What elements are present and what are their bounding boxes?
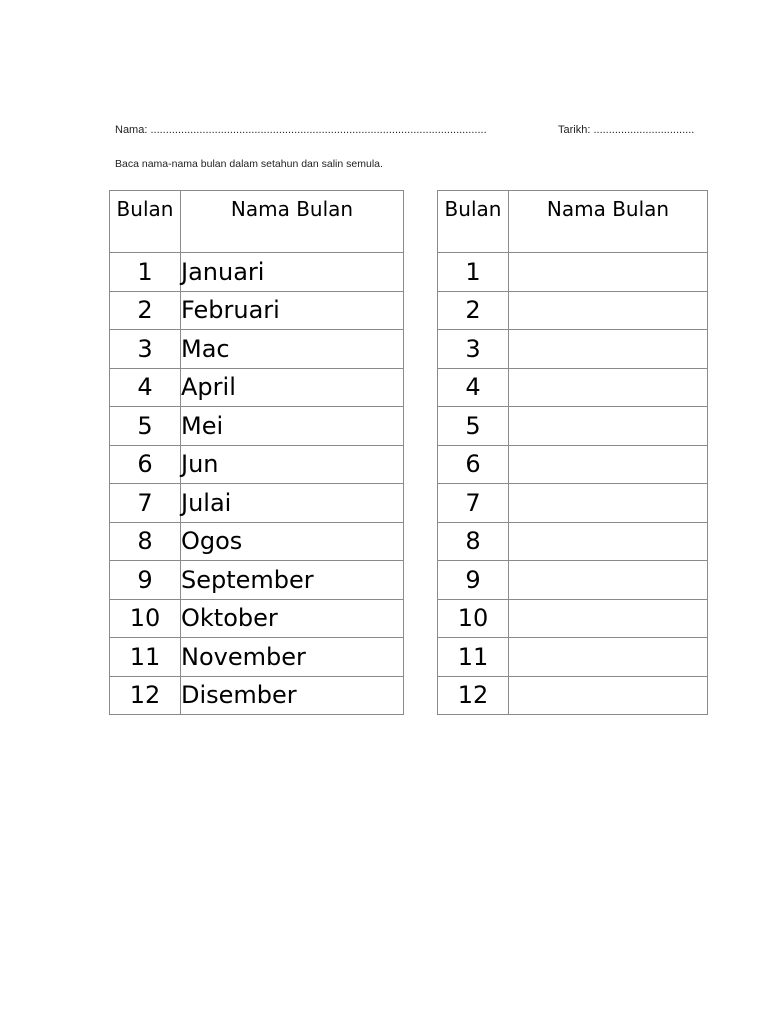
month-number: 6: [110, 445, 181, 484]
month-number: 5: [438, 407, 509, 446]
month-number: 6: [438, 445, 509, 484]
month-number: 1: [110, 253, 181, 292]
month-name: Mac: [181, 330, 404, 369]
table-row: [110, 291, 404, 330]
table-row: [110, 407, 404, 446]
month-number: 12: [438, 676, 509, 715]
month-name: Julai: [181, 484, 404, 523]
blank-answer-cell[interactable]: [509, 676, 708, 715]
table-row: [110, 368, 404, 407]
table-row: [438, 561, 708, 600]
table-row: [438, 676, 708, 715]
column-header-nama-bulan: Nama Bulan: [509, 191, 708, 253]
month-number: 5: [110, 407, 181, 446]
blank-answer-cell[interactable]: [509, 253, 708, 292]
blank-answer-cell[interactable]: [509, 330, 708, 369]
table-header-row: [110, 191, 404, 253]
table-row: [110, 484, 404, 523]
table-row: [438, 522, 708, 561]
instruction-text: Baca nama-nama bulan dalam setahun dan salin semula.: [115, 158, 383, 170]
date-field-label: Tarikh: .................................: [558, 124, 695, 136]
month-number: 12: [110, 676, 181, 715]
blank-answer-cell[interactable]: [509, 522, 708, 561]
table-row: [110, 599, 404, 638]
table-row: [110, 561, 404, 600]
table-row: [438, 445, 708, 484]
table-row: [110, 253, 404, 292]
table-row: [438, 407, 708, 446]
month-number: 2: [438, 291, 509, 330]
column-header-nama-bulan: Nama Bulan: [181, 191, 404, 253]
table-row: [110, 522, 404, 561]
blank-answer-cell[interactable]: [509, 445, 708, 484]
table-row: [110, 445, 404, 484]
blank-answer-cell[interactable]: [509, 368, 708, 407]
month-name: Oktober: [181, 599, 404, 638]
blank-answer-cell[interactable]: [509, 291, 708, 330]
month-number: 8: [110, 522, 181, 561]
month-number: 11: [110, 638, 181, 677]
table-row: [438, 253, 708, 292]
month-name: Jun: [181, 445, 404, 484]
month-number: 9: [438, 561, 509, 600]
month-number: 2: [110, 291, 181, 330]
month-name: April: [181, 368, 404, 407]
table-header-row: [438, 191, 708, 253]
month-number: 4: [110, 368, 181, 407]
table-row: [438, 638, 708, 677]
month-number: 1: [438, 253, 509, 292]
month-number: 11: [438, 638, 509, 677]
table-row: [110, 676, 404, 715]
table-row: [438, 330, 708, 369]
month-number: 10: [438, 599, 509, 638]
month-number: 10: [110, 599, 181, 638]
month-number: 9: [110, 561, 181, 600]
month-practice-table: [437, 190, 708, 715]
month-number: 7: [438, 484, 509, 523]
month-number: 3: [110, 330, 181, 369]
table-row: [438, 599, 708, 638]
month-name: September: [181, 561, 404, 600]
name-field-label: Nama: ..............................................................................................................: [115, 124, 487, 136]
month-reference-table: [109, 190, 404, 715]
month-number: 7: [110, 484, 181, 523]
table-row: [438, 368, 708, 407]
column-header-bulan: Bulan: [438, 191, 509, 253]
month-number: 4: [438, 368, 509, 407]
table-row: [110, 330, 404, 369]
month-name: Disember: [181, 676, 404, 715]
table-row: [438, 291, 708, 330]
month-name: Januari: [181, 253, 404, 292]
blank-answer-cell[interactable]: [509, 407, 708, 446]
month-name: Mei: [181, 407, 404, 446]
month-name: Februari: [181, 291, 404, 330]
blank-answer-cell[interactable]: [509, 561, 708, 600]
table-row: [438, 484, 708, 523]
month-name: November: [181, 638, 404, 677]
column-header-bulan: Bulan: [110, 191, 181, 253]
blank-answer-cell[interactable]: [509, 599, 708, 638]
month-number: 8: [438, 522, 509, 561]
month-number: 3: [438, 330, 509, 369]
blank-answer-cell[interactable]: [509, 638, 708, 677]
blank-answer-cell[interactable]: [509, 484, 708, 523]
month-name: Ogos: [181, 522, 404, 561]
table-row: [110, 638, 404, 677]
